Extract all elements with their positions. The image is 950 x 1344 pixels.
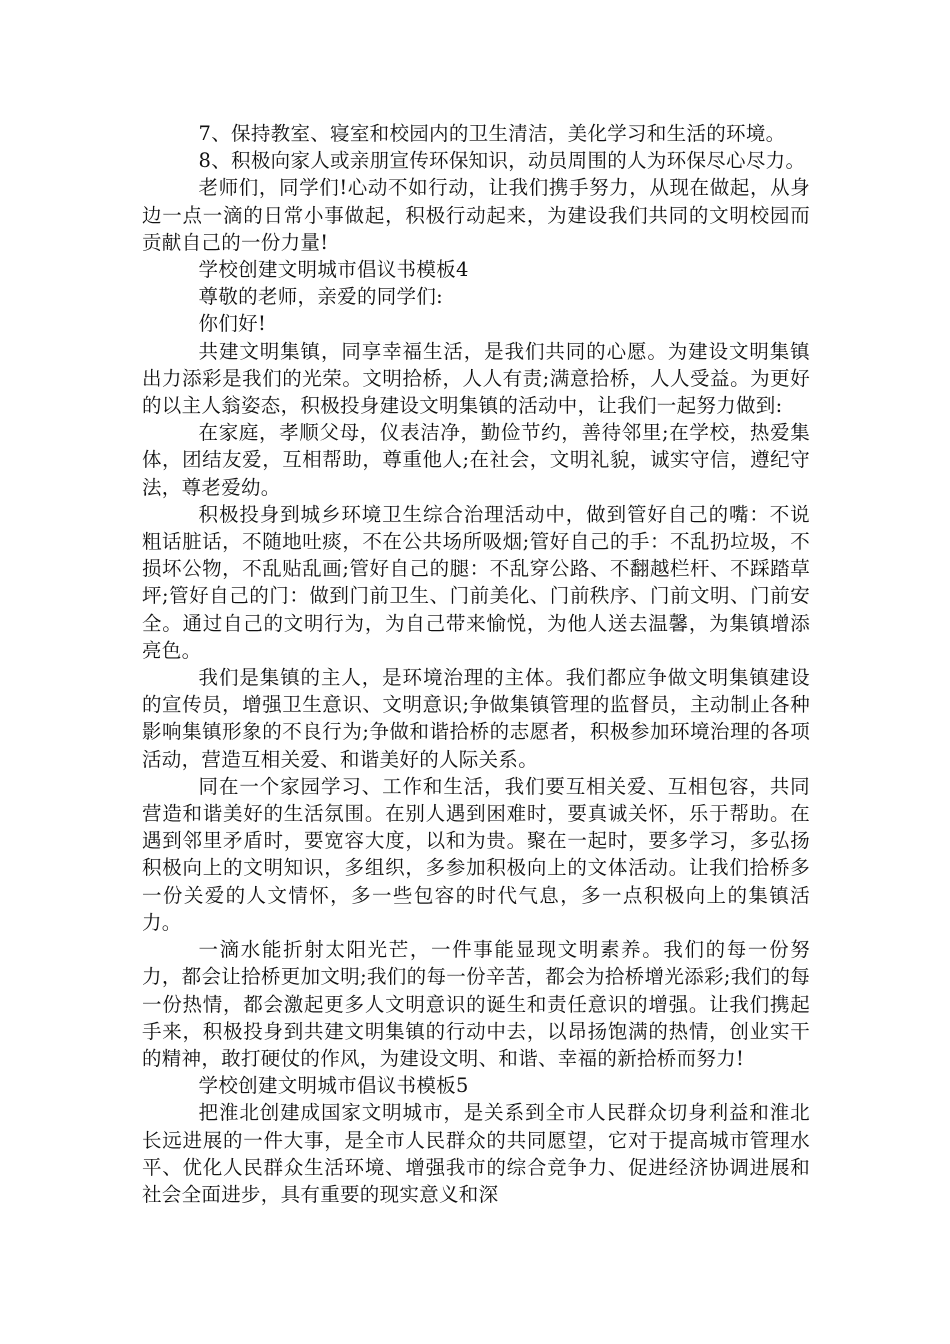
paragraph-masters: 我们是集镇的主人，是环境治理的主体。我们都应争做文明集镇建设的宣传员，增强卫生意识、文明意识;争做集镇管理的监督员，主动制止各种影响集镇形象的不良行为;争做和谐拾桥的志愿者，积极参加环境治理的各项活动，营造互相关爱、和谐美好的人际关系。: [142, 666, 810, 771]
salutation: 尊敬的老师，亲爱的同学们:: [198, 285, 444, 309]
paragraph-item-7: 7、保持教室、寝室和校园内的卫生清洁，美化学习和生活的环境。: [198, 122, 786, 145]
paragraph-water-drop: 一滴水能折射太阳光芒，一件事能显现文明素养。我们的每一份努力，都会让拾桥更加文明;我们的每一份辛苦，都会为拾桥增光添彩;我们的每一份热情，都会激起更多人文明意识的诞生和责任意识的增强。让我们携起手来，积极投身到共建文明集镇的行动中去，以昂扬饱满的热情，创业实干的精神，敢打硬仗的作风，为建设文明、和谐、幸福的新拾桥而努力!: [142, 938, 810, 1070]
paragraph-family-school-society: 在家庭，孝顺父母，仪表洁净，勤俭节约，善待邻里;在学校，热爱集体，团结友爱，互相帮助，尊重他人;在社会，文明礼貌，诚实守信，遵纪守法，尊老爱幼。: [142, 421, 810, 499]
section-heading-template-4: 学校创建文明城市倡议书模板4: [198, 258, 469, 282]
paragraph-intro: 共建文明集镇，同享幸福生活，是我们共同的心愿。为建设文明集镇出力添彩是我们的光荣。文明拾桥，人人有责;满意拾桥，人人受益。为更好的以主人翁姿态，积极投身建设文明集镇的活动中，让我们一起努力做到:: [142, 339, 810, 418]
section-heading-template-5: 学校创建文明城市倡议书模板5: [198, 1074, 469, 1098]
paragraph-huaibei: 把淮北创建成国家文明城市，是关系到全市人民群众切身利益和淮北长远进展的一件大事，是全市人民群众的共同愿望，它对于提高城市管理水平、优化人民群众生活环境、增强我市的综合竞争力、促进经济协调进展和社会全面进步，具有重要的现实意义和深: [142, 1101, 810, 1206]
document-page: [142, 120, 810, 1208]
greeting: 你们好!: [198, 312, 267, 336]
paragraph-closing-call: 老师们，同学们!心动不如行动，让我们携手努力，从现在做起，从身边一点一滴的日常小事做起，积极行动起来，为建设我们共同的文明校园而贡献自己的一份力量!: [142, 176, 810, 254]
paragraph-environment: 积极投身到城乡环境卫生综合治理活动中，做到管好自己的嘴：不说粗话脏话，不随地吐痰，不在公共场所吸烟;管好自己的手：不乱扔垃圾，不损坏公物，不乱贴乱画;管好自己的腿：不乱穿公路、不翻越栏杆、不踩踏草坪;管好自己的门：做到门前卫生、门前美化、门前秩序、门前文明、门前安全。通过自己的文明行为，为自己带来愉悦，为他人送去温馨，为集镇增添亮色。: [142, 502, 810, 662]
paragraph-community: 同在一个家园学习、工作和生活，我们要互相关爱、互相包容，共同营造和谐美好的生活氛围。在别人遇到困难时，要真诚关怀，乐于帮助。在遇到邻里矛盾时，要宽容大度，以和为贵。聚在一起时，要多学习，多弘扬积极向上的文明知识，多组织，多参加积极向上的文体活动。让我们拾桥多一份关爱的人文情怀，多一些包容的时代气息，多一点积极向上的集镇活力。: [142, 774, 810, 934]
paragraph-item-8: 8、积极向家人或亲朋宣传环保知识，动员周围的人为环保尽心尽力。: [198, 149, 806, 173]
